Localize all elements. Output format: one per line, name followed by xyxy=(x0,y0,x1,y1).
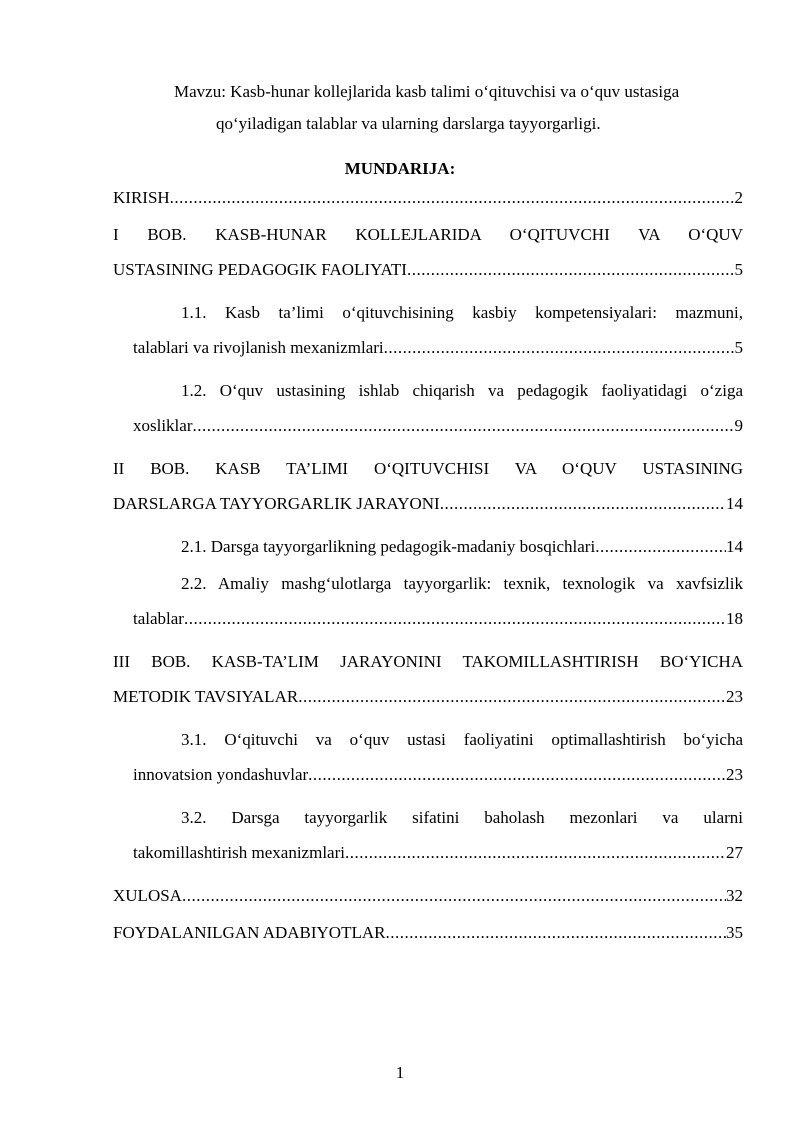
toc-page-number: 9 xyxy=(734,416,743,435)
toc-page-number: 2 xyxy=(734,188,743,207)
toc-entry-chapter-3[interactable] xyxy=(113,644,743,714)
toc-dot-leader xyxy=(440,486,726,521)
toc-page-number: 32 xyxy=(726,886,743,905)
toc-dot-leader xyxy=(298,679,726,714)
toc-title: MUNDARIJA: xyxy=(344,159,456,178)
toc-entry-label-line-1: 3.2. Darsga tayyorgarlik sifatini baholash mezonlari va ularni xyxy=(181,808,743,827)
toc-entry-label-line-1: I BOB. KASB-HUNAR KOLLEJLARIDA O‘QITUVCHI VA O‘QUV xyxy=(113,225,743,244)
topic-line-1: Mavzu: Kasb-hunar kollejlarida kasb talimi o‘qituvchisi va o‘quv ustasiga xyxy=(174,82,680,101)
toc-entry-section-1-1[interactable] xyxy=(113,295,743,365)
toc-entry-kirish[interactable] xyxy=(113,180,743,215)
toc-dot-leader xyxy=(407,252,735,287)
toc-dot-leader xyxy=(595,529,726,564)
toc-entry-label-line-1: 2.2. Amaliy mashg‘ulotlarga tayyorgarlik: texnik, texnologik va xavfsizlik xyxy=(181,574,743,593)
toc-entry-label: 2.1. Darsga tayyorgarlikning pedagogik-madaniy bosqichlari xyxy=(181,537,596,556)
toc-dot-leader xyxy=(345,835,726,870)
toc-entry-section-2-1[interactable] xyxy=(113,529,743,564)
toc-page-number: 14 xyxy=(726,494,743,513)
toc-dot-leader xyxy=(184,601,726,636)
toc-entry-section-3-2[interactable] xyxy=(113,800,743,870)
toc-entry-section-1-2[interactable] xyxy=(113,373,743,443)
toc-page-number: 14 xyxy=(726,537,743,556)
toc-page-number: 35 xyxy=(726,923,743,942)
toc-entry-label-line-1: 1.1. Kasb ta’limi o‘qituvchisining kasbiy kompetensiyalari: mazmuni, xyxy=(181,303,743,322)
toc-entry-label-line-2: takomillashtirish mexanizmlari xyxy=(133,843,345,862)
page-number: 1 xyxy=(395,1063,405,1082)
toc-dot-leader xyxy=(182,878,726,913)
toc-entry-chapter-1[interactable] xyxy=(113,217,743,287)
toc-page-number: 5 xyxy=(734,260,743,279)
toc-page-number: 18 xyxy=(726,609,743,628)
toc-entry-label-line-1: 3.1. O‘qituvchi va o‘quv ustasi faoliyatini optimallashtirish bo‘yicha xyxy=(181,730,743,749)
toc-entry-label-line-1: II BOB. KASB TA’LIMI O‘QITUVCHISI VA O‘QUV USTASINING xyxy=(113,459,743,478)
toc-entry-label: KIRISH xyxy=(113,188,170,207)
toc-entry-label-line-1: III BOB. KASB-TA’LIM JARAYONINI TAKOMILLASHTIRISH BO‘YICHA xyxy=(113,652,743,671)
toc-entry-label: FOYDALANILGAN ADABIYOTLAR xyxy=(113,923,386,942)
toc-entry-label-line-2: innovatsion yondashuvlar xyxy=(133,765,309,784)
toc-entry-section-2-2[interactable] xyxy=(113,566,743,636)
toc-entry-label-line-2: talablari va rivojlanish mexanizmlari xyxy=(133,338,384,357)
topic-heading xyxy=(170,76,742,140)
toc-entry-label-line-2: xosliklar xyxy=(133,416,193,435)
toc-entry-references[interactable] xyxy=(113,915,743,950)
table-of-contents xyxy=(113,180,743,950)
topic-line-2: qo‘yiladigan talablar va ularning darslarga tayyorgarligi. xyxy=(216,114,601,133)
toc-page-number: 23 xyxy=(726,765,743,784)
toc-page-number: 27 xyxy=(726,843,743,862)
toc-entry-chapter-2[interactable] xyxy=(113,451,743,521)
toc-entry-section-3-1[interactable] xyxy=(113,722,743,792)
toc-entry-label-line-1: 1.2. O‘quv ustasining ishlab chiqarish va pedagogik faoliyatidagi o‘ziga xyxy=(181,381,743,400)
toc-dot-leader xyxy=(384,330,735,365)
toc-entry-label-line-2: DARSLARGA TAYYORGARLIK JARAYONI xyxy=(113,494,440,513)
toc-entry-label-line-2: METODIK TAVSIYALAR xyxy=(113,687,299,706)
toc-dot-leader xyxy=(193,408,735,443)
toc-dot-leader xyxy=(308,757,726,792)
toc-dot-leader xyxy=(385,915,726,950)
toc-page-number: 23 xyxy=(726,687,743,706)
toc-dot-leader xyxy=(170,180,735,215)
toc-entry-label-line-2: USTASINING PEDAGOGIK FAOLIYATI xyxy=(113,260,407,279)
toc-entry-label: XULOSA xyxy=(113,886,182,905)
toc-entry-xulosa[interactable] xyxy=(113,878,743,913)
toc-entry-label-line-2: talablar xyxy=(133,609,184,628)
toc-page-number: 5 xyxy=(734,338,743,357)
